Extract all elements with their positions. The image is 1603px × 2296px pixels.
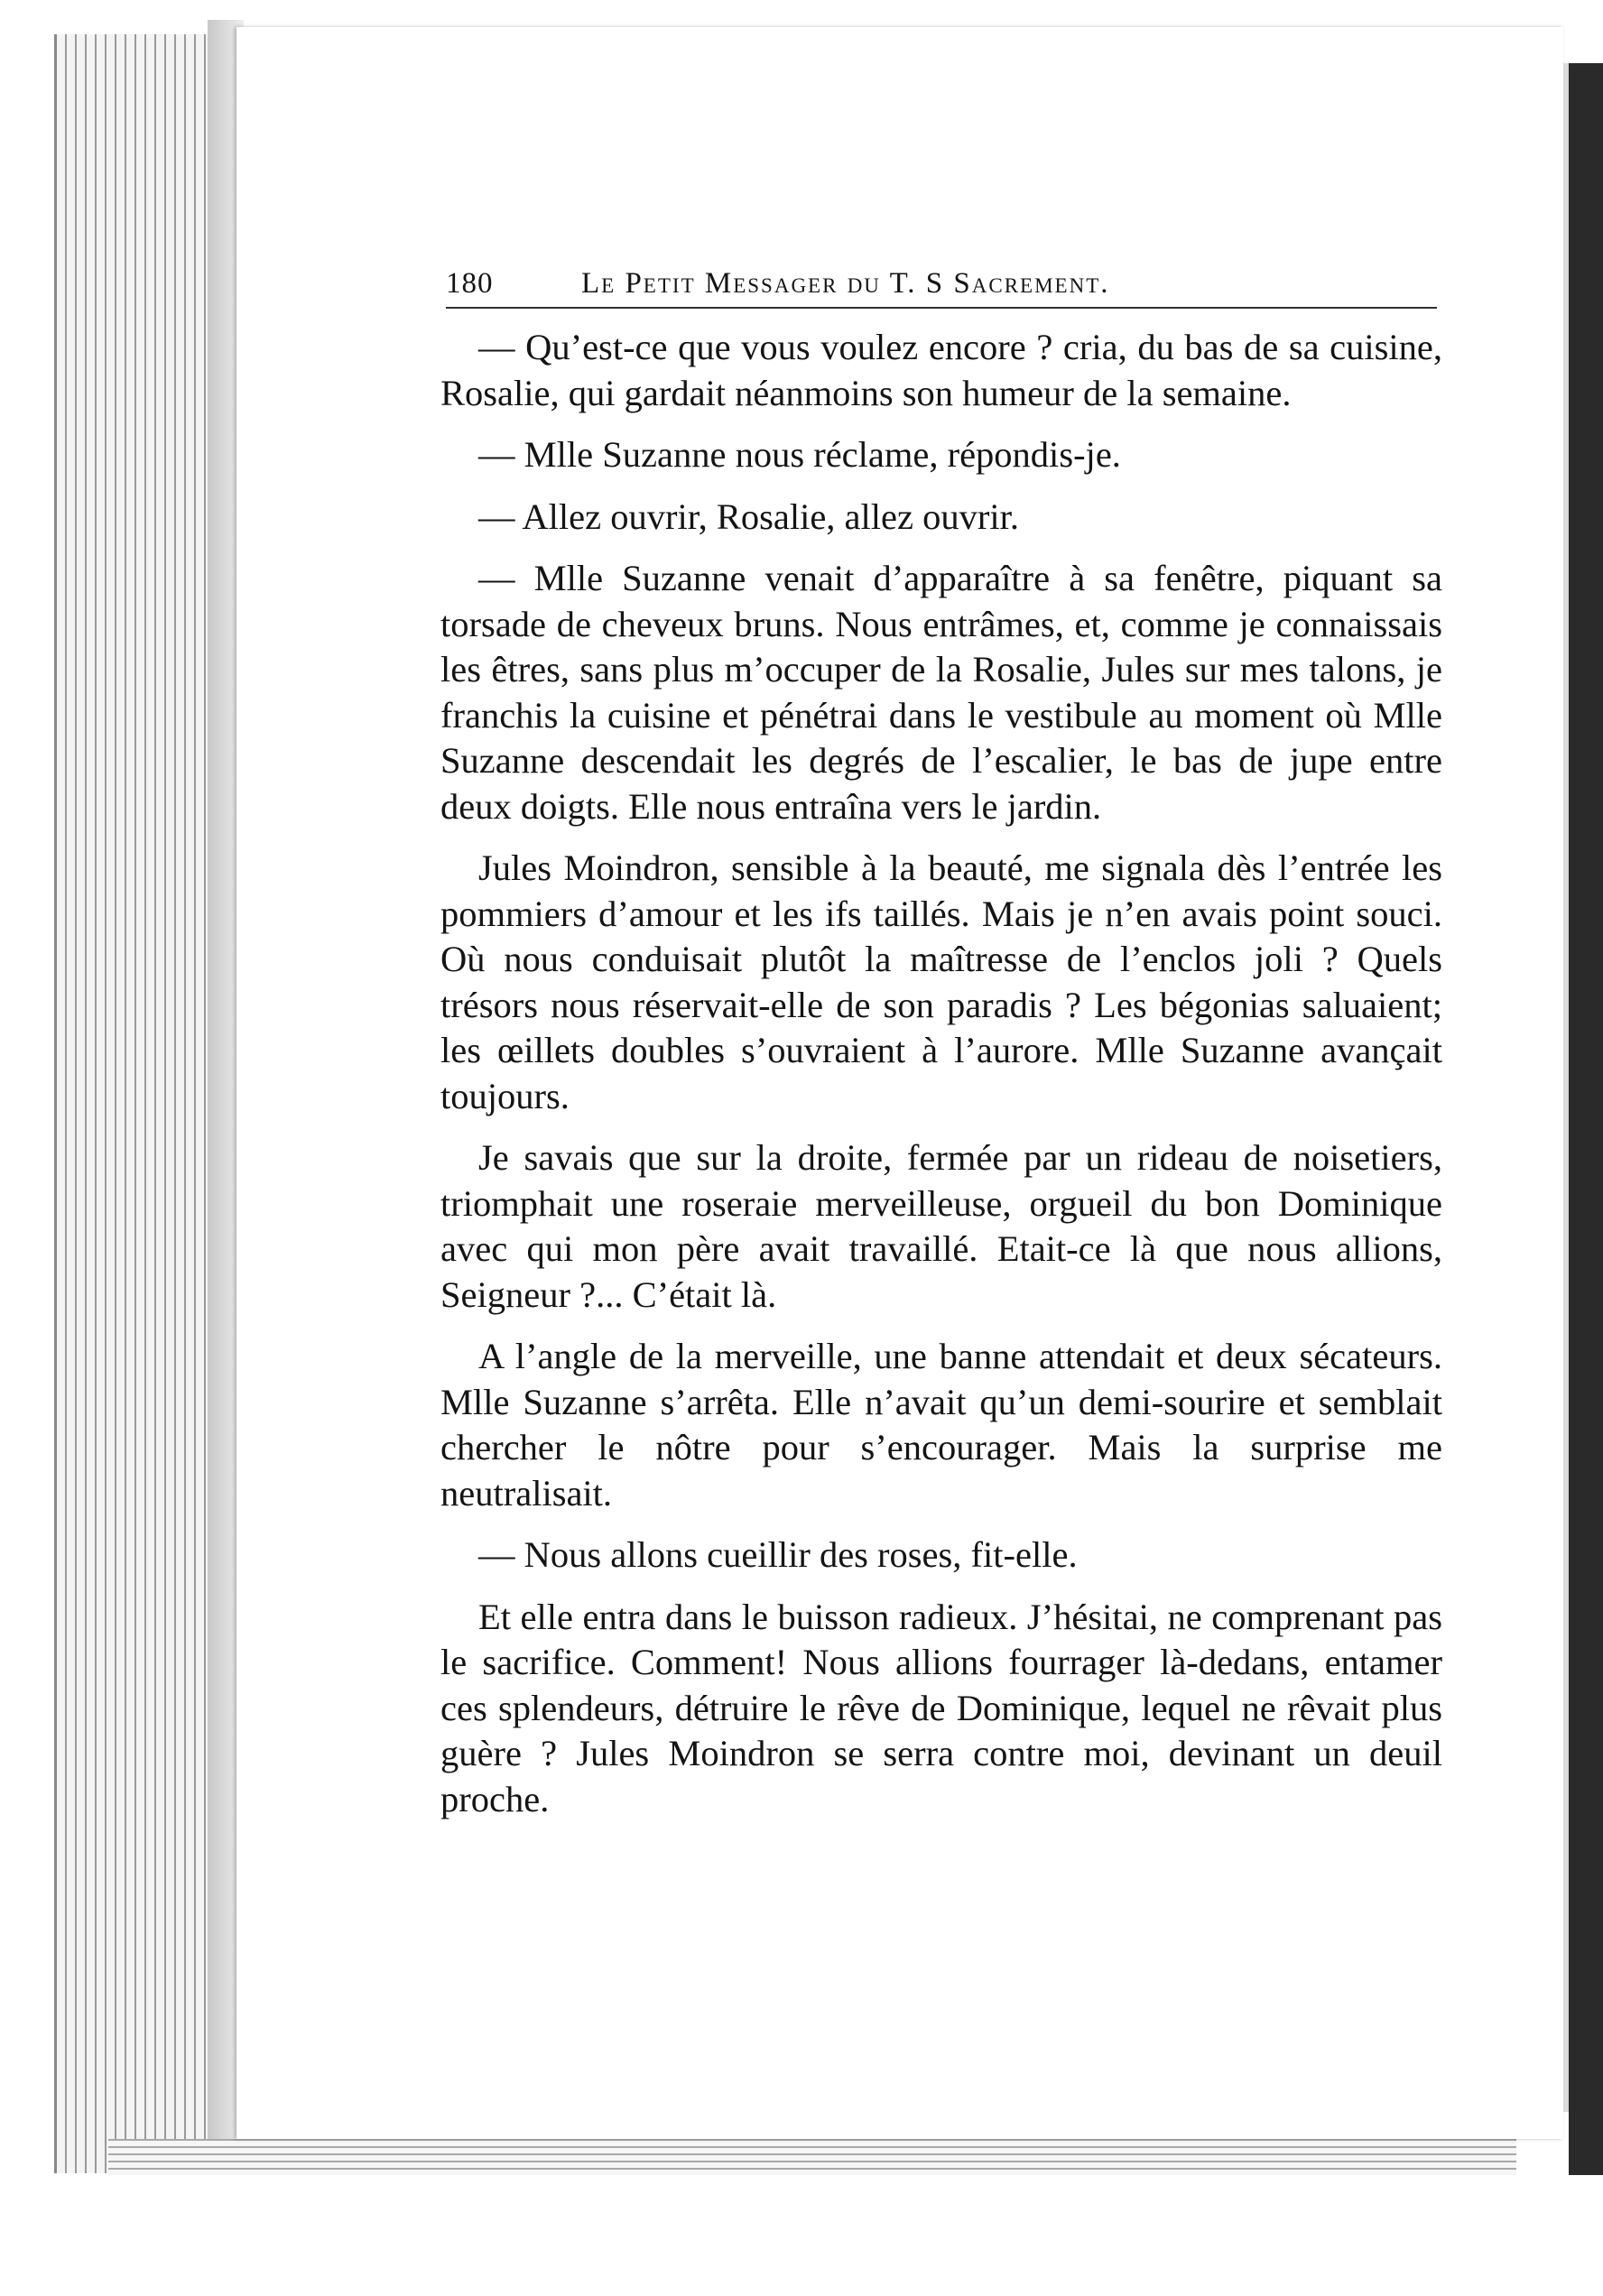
paragraph: — Qu’est-ce que vous voulez encore ? cria, du bas de sa cuisine, Rosalie, qui gardait néanmoins son humeur de la semaine. <box>440 327 1442 413</box>
paragraph: — Mlle Suzanne nous réclame, répondis-je. <box>478 434 1121 475</box>
body-text <box>440 325 1442 1838</box>
paragraph: — Nous allons cueillir des roses, fit-elle. <box>478 1534 1078 1575</box>
header-rule <box>446 307 1437 309</box>
paragraph: Et elle entra dans le buisson radieux. J’hésitai, ne comprenant pas le sacrifice. Comment! Nous allions fourrager là-dedans, entamer ces splendeurs, détruire le rêve de Dominique, lequel ne rêvait plus guère ? Jules Moindron se serra contre moi, devinant un deuil proche. <box>440 1596 1442 1819</box>
page-edges-bottom <box>108 2139 1516 2175</box>
paragraph: — Mlle Suzanne venait d’apparaître à sa fenêtre, piquant sa torsade de cheveux bruns. Nous entrâmes, et, comme je connaissais les êtres, sans plus m’occuper de la Rosalie, Jules sur mes talons, je franchis la cuisine et pénétrai dans le vestibule au moment où Mlle Suzanne descendait les degrés de l’escalier, le bas de jupe entre deux doigts. Elle nous entraîna vers le jardin. <box>440 558 1442 827</box>
paragraph: A l’angle de la merveille, une banne attendait et deux sécateurs. Mlle Suzanne s’arrêta. Elle n’avait qu’un demi-sourire et semblait chercher le nôtre pour s’encourager. Mais la surprise me neutralisait. <box>440 1336 1442 1514</box>
running-title: Le Petit Messager du T. S Sacrement. <box>581 267 1110 300</box>
paragraph: — Allez ouvrir, Rosalie, allez ouvrir. <box>478 495 1019 537</box>
paragraph: Jules Moindron, sensible à la beauté, me signala dès l’entrée les pommiers d’amour et les ifs taillés. Mais je n’en avais point souci. Où nous conduisait plutôt la maîtresse de l’enclos joli ? Quels trésors nous réservait-elle de son paradis ? Les bégonias saluaient; les œillets doubles s’ouvraient à l’aurore. Mlle Suzanne avançait toujours. <box>440 847 1442 1116</box>
scan-border <box>1569 63 1603 2175</box>
paragraph: Je savais que sur la droite, fermée par un rideau de noisetiers, triomphait une roseraie merveilleuse, orgueil du bon Dominique avec qui mon père avait travaillé. Etait-ce là que nous allions, Seigneur ?... C’était là. <box>440 1137 1442 1315</box>
page-number: 180 <box>446 267 494 300</box>
running-head <box>446 267 1437 312</box>
